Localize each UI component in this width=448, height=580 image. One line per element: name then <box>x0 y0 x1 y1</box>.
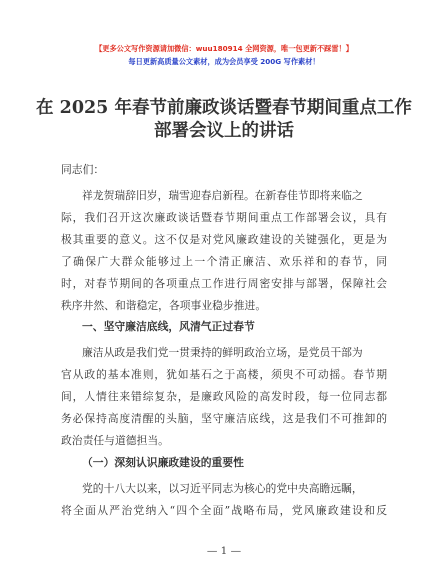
subsection-heading: （一）深刻认识廉政建设的重要性 <box>82 456 244 469</box>
text-line: 秩序井然、和谐稳定，各项事业稳步推进。 <box>61 299 267 312</box>
promo-banner-line-1: 【更多公文写作资源请加微信：wuu180914 全网资源，唯一包更新不踩雷！】 <box>95 44 353 53</box>
text-line: 将全面从严治党纳入“四个全面”战略布局，党风廉政建设和反 <box>61 504 387 517</box>
text-line: 极其重要的意义。这不仅是对党风廉政建设的关键强化，更是为 <box>61 233 387 246</box>
text-line: 际，我们召开这次廉政谈话暨春节期间重点工作部署会议，具有 <box>61 211 387 224</box>
text-line: 党的十八大以来，以习近平同志为核心的党中央高瞻远瞩， <box>82 482 363 495</box>
section-heading: 一、坚守廉洁底线，风清气正过春节 <box>82 320 255 333</box>
page-number: — 1 — <box>206 545 242 557</box>
document-title-line-2: 部署会议上的讲话 <box>154 121 294 141</box>
text-line: 政治责任与道德担当。 <box>61 434 169 447</box>
promo-banner-line-2: 每日更新高质量公文素材，成为会员享受 200G 写作素材！ <box>128 57 320 66</box>
salutation: 同志们： <box>61 163 105 176</box>
document-title-line-1: 在 2025 年春节前廉政谈话暨春节期间重点工作 <box>36 98 412 118</box>
text-line: 官从政的基本准则，犹如基石之于高楼，须臾不可动摇。春节期 <box>61 368 387 381</box>
text-line: 了确保广大群众能够过上一个清正廉洁、欢乐祥和的春节，同 <box>61 255 387 268</box>
text-line: 间，人情往来错综复杂，是廉政风险的高发时段，每一位同志都 <box>61 390 387 403</box>
text-line: 务必保持高度清醒的头脑，坚守廉洁底线，这是我们不可推卸的 <box>61 412 387 425</box>
text-line: 廉洁从政是我们党一贯秉持的鲜明政治立场，是党员干部为 <box>82 346 363 359</box>
text-line: 祥龙贺瑞辞旧岁，瑞雪迎春启新程。在新春佳节即将来临之 <box>82 189 363 202</box>
text-line: 时，对春节期间的各项重点工作进行周密安排与部署，保障社会 <box>61 277 387 290</box>
